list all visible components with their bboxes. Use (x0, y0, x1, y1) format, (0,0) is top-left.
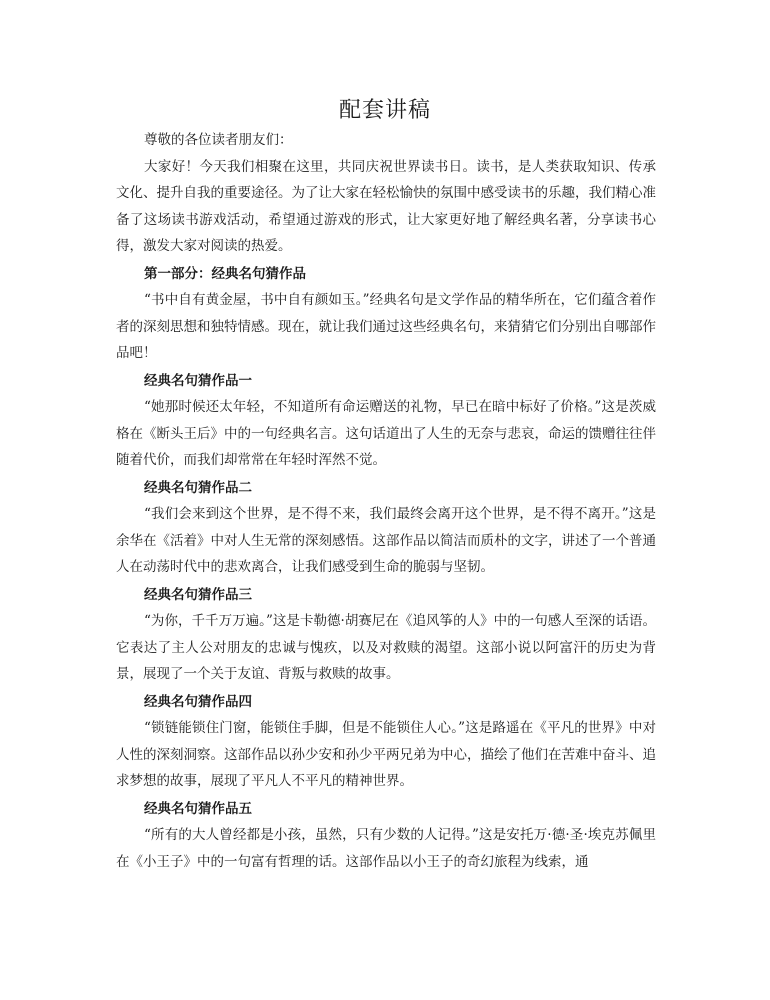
part1-intro-paragraph: “书中自有黄金屋，书中自有颜如玉。”经典名句是文学作品的精华所在，它们蕴含着作者的深刻思想和独特情感。现在，就让我们通过这些经典名句，来猜猜它们分别出自哪部作品吧！ (116, 292, 656, 361)
intro-paragraph: 大家好！今天我们相聚在这里，共同庆祝世界读书日。读书，是人类获取知识、传承文化、提升自我的重要途径。为了让大家在轻松愉快的氛围中感受读书的乐趣，我们精心准备了这场读书游戏活动，希望通过游戏的形式，让大家更好地了解经典名著，分享读书心得，激发大家对阅读的热爱。 (116, 158, 656, 254)
item-paragraph: “锁链能锁住门窗，能锁住手脚，但是不能锁住人心。”这是路遥在《平凡的世界》中对人性的深刻洞察。这部作品以孙少安和孙少平两兄弟为中心，描绘了他们在苦难中奋斗、追求梦想的故事，展现了平凡人不平凡的精神世界。 (116, 720, 656, 789)
item-heading: 经典名句猜作品二 (144, 479, 252, 496)
item-paragraph: “所有的大人曾经都是小孩，虽然，只有少数的人记得。”这是安托万·德·圣·埃克苏佩里在《小王子》中的一句富有哲理的话。这部作品以小王子的奇幻旅程为线索，通 (116, 827, 656, 870)
salutation: 尊敬的各位读者朋友们： (144, 132, 293, 148)
item-paragraph: “我们会来到这个世界，是不得不来，我们最终会离开这个世界，是不得不离开。”这是余华在《活着》中对人生无常的深刻感悟。这部作品以简洁而质朴的文字，讲述了一个普通人在动荡时代中的悲欢离合，让我们感受到生命的脆弱与坚韧。 (116, 506, 656, 575)
item-heading: 经典名句猜作品四 (144, 693, 252, 710)
document-body (116, 127, 656, 876)
part1-heading: 第一部分：经典名句猜作品 (144, 265, 306, 282)
item-heading: 经典名句猜作品一 (144, 372, 252, 389)
item-paragraph: “她那时候还太年轻，不知道所有命运赠送的礼物，早已在暗中标好了价格。”这是茨威格在《断头王后》中的一句经典名言。这句话道出了人生的无奈与悲哀，命运的馈赠往往伴随着代价，而我们却常常在年轻时浑然不觉。 (116, 399, 656, 468)
item-paragraph: “为你，千千万万遍。”这是卡勒德·胡赛尼在《追风筝的人》中的一句感人至深的话语。它表达了主人公对朋友的忠诚与愧疚，以及对救赎的渴望。这部小说以阿富汗的历史为背景，展现了一个关于友谊、背叛与救赎的故事。 (116, 613, 656, 682)
document-title: 配套讲稿 (338, 98, 431, 123)
item-heading: 经典名句猜作品三 (144, 586, 252, 603)
item-heading: 经典名句猜作品五 (144, 800, 252, 817)
